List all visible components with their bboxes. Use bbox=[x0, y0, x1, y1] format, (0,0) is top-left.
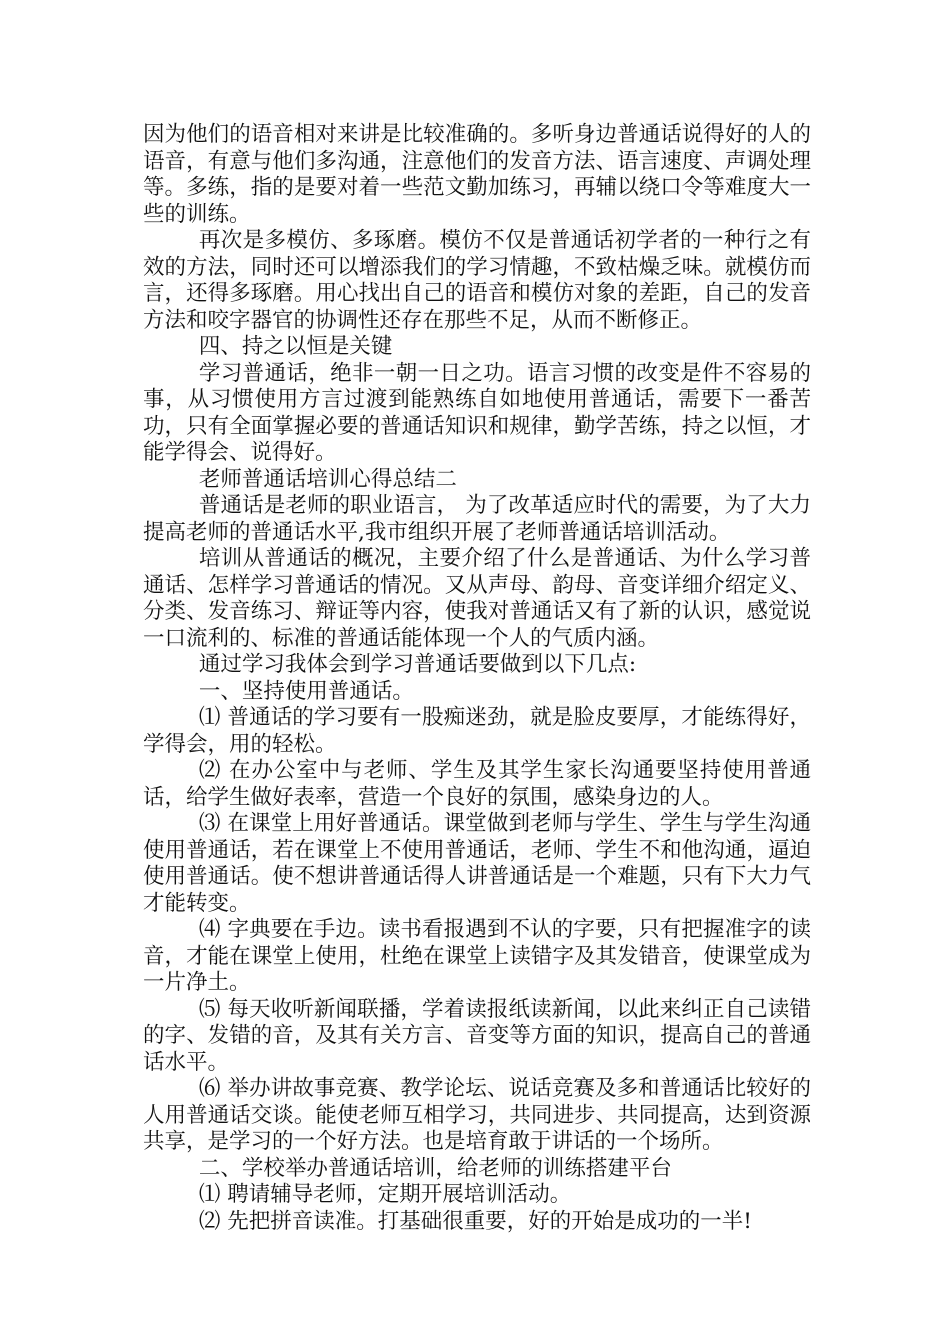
list-item-8: ⑵ 先把拼音读准。打基础很重要，好的开始是成功的一半! bbox=[198, 1208, 752, 1234]
list-item-3: ⑶ 在课堂上用好普通话。课堂做到老师与学生、学生与学生沟通使用普通话，若在课堂上不使用普通话，老师、学生不和他沟通，逼迫使用普通话。使不想讲普通话得人讲普通话是一个难题，只有下大力气才能转变。 bbox=[143, 811, 811, 916]
list-item-4: ⑷ 字典要在手边。读书看报遇到不认的字要，只有把握准字的读音，才能在课堂上使用，杜绝在课堂上读错字及其发错音，使课堂成为一片净土。 bbox=[143, 917, 811, 995]
section-heading-2: 二、学校举办普通话培训，给老师的训练搭建平台 bbox=[198, 1155, 672, 1181]
list-item-2: ⑵ 在办公室中与老师、学生及其学生家长沟通要坚持使用普通话，给学生做好表率，营造一个良好的氛围，感染身边的人。 bbox=[143, 758, 811, 810]
list-item-5: ⑸ 每天收听新闻联播，学着读报纸读新闻，以此来纠正自己读错的字、发错的音，及其有关方言、音变等方面的知识，提高自己的普通话水平。 bbox=[143, 996, 811, 1075]
paragraph-2: 再次是多模仿、多琢磨。模仿不仅是普通话初学者的一种行之有效的方法，同时还可以增添我们的学习情趣，不致枯燥乏味。就模仿而言，还得多琢磨。用心找出自己的语音和模仿对象的差距，自己的发音方法和咬字器官的协调性还存在那些不足，从而不断修正。 bbox=[143, 228, 811, 333]
list-item-7: ⑴ 聘请辅导老师，定期开展培训活动。 bbox=[198, 1182, 572, 1207]
section-heading-4: 四、持之以恒是关键 bbox=[198, 334, 393, 359]
paragraph-5: 培训从普通话的概况，主要介绍了什么是普通话、为什么学习普通话、怎样学习普通话的情况。又从声母、韵母、音变详细介绍定义、分类、发音练习、辩证等内容，使我对普通话又有了新的认识，感觉说一口流利的、标准的普通话能体现一个人的气质内涵。 bbox=[143, 546, 811, 651]
section-heading-1: 一、坚持使用普通话。 bbox=[198, 678, 414, 704]
list-item-1: ⑴ 普通话的学习要有一股痴迷劲，就是脸皮要厚，才能练得好，学得会，用的轻松。 bbox=[143, 705, 811, 757]
article-title-2: 老师普通话培训心得总结二 bbox=[198, 466, 457, 492]
list-item-6: ⑹ 举办讲故事竞赛、教学论坛、说话竞赛及多和普通话比较好的人用普通话交谈。能使老师互相学习，共同进步、共同提高，达到资源共享，是学习的一个好方法。也是培育敢于讲话的一个场所。 bbox=[143, 1076, 811, 1154]
document-body bbox=[143, 122, 811, 1235]
paragraph-6: 通过学习我体会到学习普通话要做到以下几点: bbox=[198, 652, 637, 677]
paragraph-4: 普通话是老师的职业语言， 为了改革适应时代的需要，为了大力提高老师的普通话水平,我市组织开展了老师普通话培训活动。 bbox=[143, 493, 811, 545]
paragraph-3: 学习普通话，绝非一朝一日之功。语言习惯的改变是件不容易的事，从习惯使用方言过渡到能熟练自如地使用普通话，需要下一番苦功，只有全面掌握必要的普通话知识和规律，勤学苦练，持之以恒，才能学得会、说得好。 bbox=[143, 360, 811, 465]
paragraph-1: 因为他们的语音相对来讲是比较准确的。多听身边普通话说得好的人的语音，有意与他们多沟通，注意他们的发音方法、语言速度、声调处理等。多练，指的是要对着一些范文勤加练习，再辅以绕口令等难度大一些的训练。 bbox=[143, 122, 811, 227]
